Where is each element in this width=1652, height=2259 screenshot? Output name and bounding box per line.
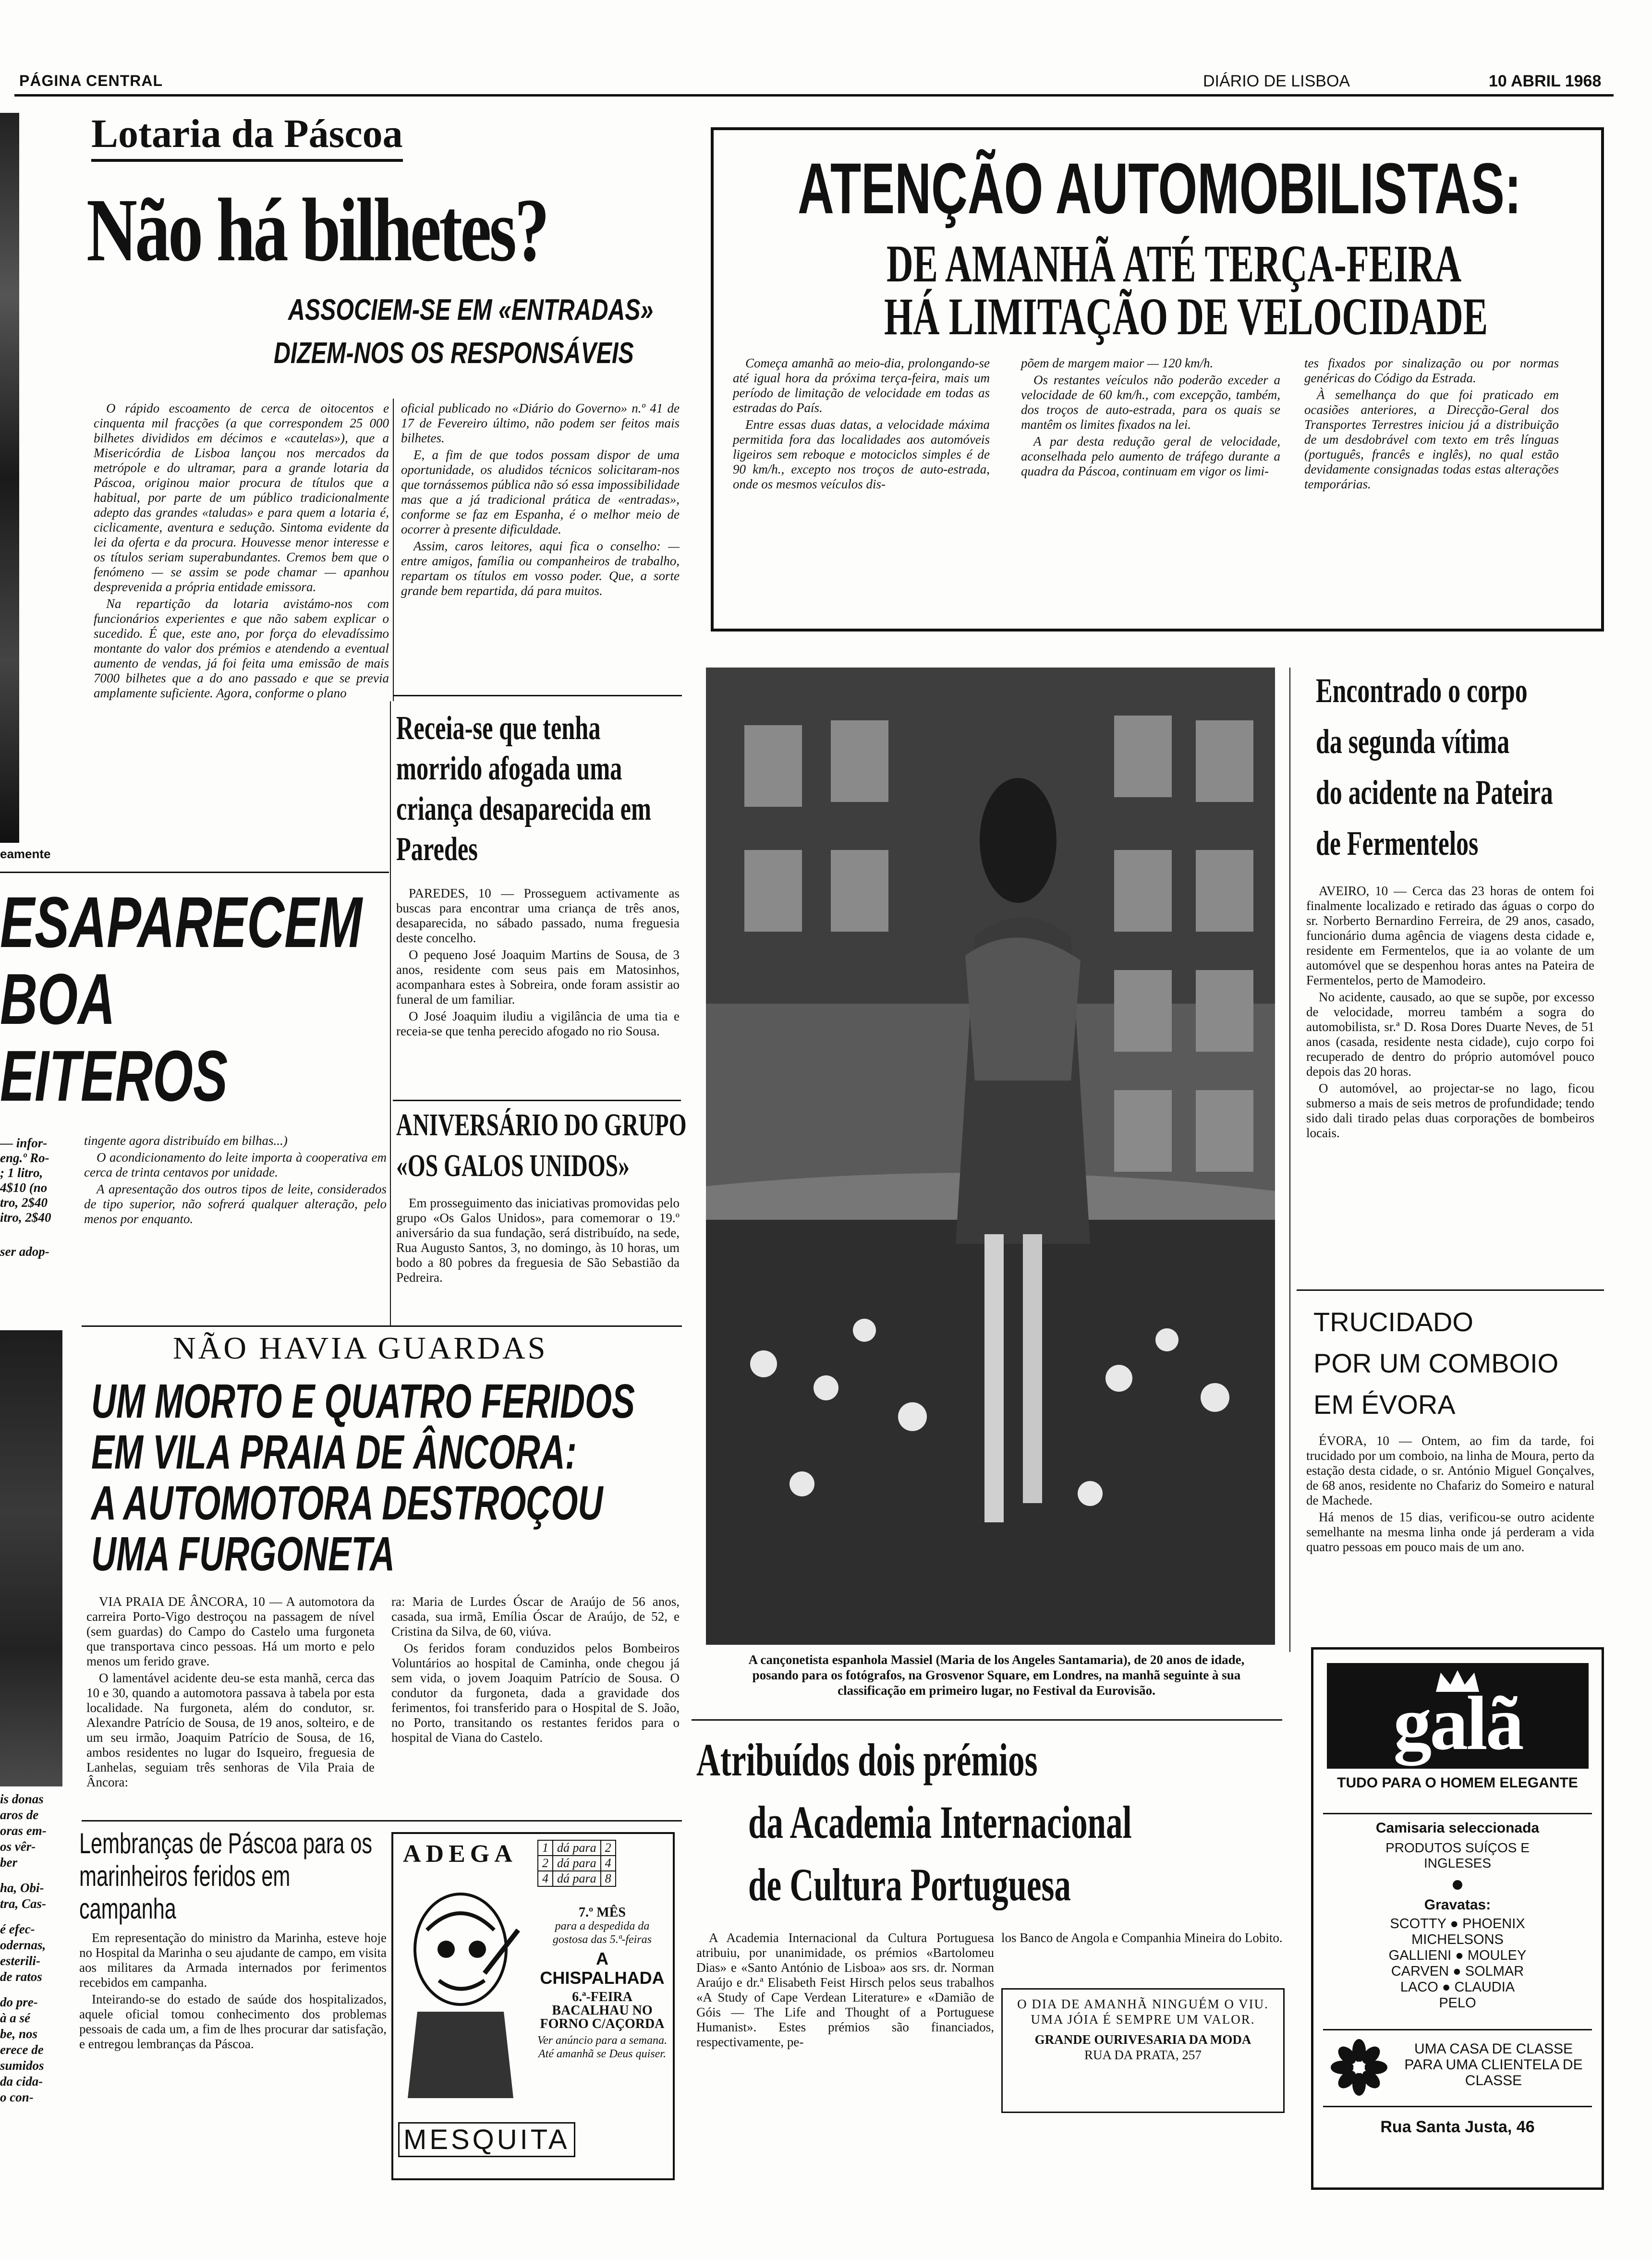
leftcut-line: do pre-: [0, 1995, 38, 2009]
leftcut-line: ser adop-: [0, 1244, 49, 1259]
leftcut-line: is donas: [0, 1792, 44, 1806]
adega-cell: 2: [601, 1840, 616, 1856]
afogada-paragraph: PAREDES, 10 — Prosseguem activamente as buscas para encontrar uma criança de três anos, desaparecida, no sábado passado, numa freguesia deste concelho.: [396, 886, 680, 945]
leftcut-fragments-2: [0, 1791, 79, 2105]
leftcut-line: erece de: [0, 2042, 44, 2057]
afogada-paragraph: O pequeno José Joaquim Martins de Sousa, de 3 anos, residente com seus pais em Matosinhos, acompanhara estes à Sobreira, onde foram assistir ao funeral de um familiar.: [396, 947, 680, 1007]
fermentelos-headline-line: do acidente na Pateira: [1316, 773, 1553, 812]
evora-headline-line: EM ÉVORA: [1313, 1389, 1456, 1420]
leftcut-line: o con-: [0, 2090, 34, 2104]
pascoa-paragraph: Em representação do ministro da Marinha, esteve hoje no Hospital da Marinha o seu ajudante de campo, em visita aos militares da Armada internados por ferimentos recebidos em campanha.: [79, 1931, 387, 1990]
afogada-bottom-rule: [393, 1100, 681, 1101]
fermentelos-story: [1306, 884, 1594, 1142]
academia-headline: [696, 1729, 1250, 1916]
adega-table-row: [538, 1840, 616, 1856]
lotaria-kicker: Lotaria da Páscoa: [91, 110, 403, 162]
left-edge-photo: [0, 113, 19, 843]
ancora-paragraph: VIA PRAIA DE ÂNCORA, 10 — A automotora da carreira Porto-Vigo destroçou na passagem de nível (sem guardas) do Campo do Castelo uma furgoneta que transportava cinco pessoas. Há um morto e pelo menos um ferido grave.: [86, 1594, 375, 1668]
ancora-column-2: [391, 1594, 680, 1747]
ourivesaria-line: GRANDE OURIVESARIA DA MODA: [1034, 2032, 1251, 2047]
pascoa-paragraph: Inteirando-se do estado de saúde dos hospitalizados, aquele oficial tomou conhecimento dos problemas pessoais de cada um, a fim de lhes procurar dar satisfação, e entregou lembranças da Páscoa.: [79, 1992, 387, 2051]
afogada-paragraph: O José Joaquim iludiu a vigilância de uma tia e receia-se que tenha perecido afogado no rio Sousa.: [396, 1009, 680, 1038]
leftcut-line: os vêr-: [0, 1839, 36, 1854]
massiel-photo: [706, 668, 1275, 1645]
adega-title: ADEGA: [403, 1840, 517, 1868]
lotaria-paragraph: Na repartição da lotaria avistámo-nos com funcionários experientes e que não sabem explicar o sucedido. É que, este ano, por força do elevadíssimo montante do valor dos prémios e atendendo a eventual aumento de vendas, já foi feita uma emissão de mais 7000 bilhetes que a do ano passado e que se previa amplamente suficiente. Agora, conforme o plano: [94, 596, 389, 700]
leftcut-headline-2: BOA: [0, 959, 115, 1039]
leftcut-line: tro, 2$40: [0, 1195, 48, 1210]
ancora-headline-line: A AUTOMOTORA DESTROÇOU: [91, 1476, 603, 1530]
leftcut-line: esterili-: [0, 1954, 40, 1968]
galos-paragraph: Em prosseguimento das iniciativas promovidas pelo grupo «Os Galos Unidos», para comemorar o 19.º aniversário da sua fundação, será distribuído, na sede, Rua Augusto Santos, 3, no domingo, às 10 horas, um bodo a 80 pobres da freguesia de São Sebastião da Pedreira.: [396, 1196, 680, 1285]
leftcut-line: é efec-: [0, 1922, 35, 1936]
adega-line: A CHISPALHADA: [540, 1949, 665, 1988]
adega-caricature-icon: [398, 1877, 523, 2103]
fermentelos-paragraph: O automóvel, ao projectar-se no lago, ficou submerso a mais de seis metros de profundidade; tendo sido dali tirado pelas duas corporações de bombeiros locais.: [1306, 1081, 1594, 1140]
leftcut-line: — infor-: [0, 1136, 48, 1150]
column-rule: [393, 399, 394, 701]
adega-ad: [391, 1832, 675, 2180]
leftcut-fragments: [0, 1136, 86, 1259]
leftcut-line: de ratos: [0, 1969, 42, 1984]
gala-logo-block: [1327, 1663, 1589, 1769]
lotaria-paragraph: O rápido escoamento de cerca de oitocentos e cinquenta mil fracções (a que correspondem 25 000 bilhetes divididos em décimos e «cautelas»), que a Misericórdia de Lisboa lançou nos mercados da metrópole e do ultramar, para a grande lotaria da Páscoa, originou maior procura de títulos que a habitual, por parte de um público tradicionalmente adepto das grandes «taludas» e para quem a lotaria é, ciclicamente, aventura e sedução. Sintoma evidente da lei da oferta e da procura. Houvesse menor interesse e os títulos seriam superabundantes. Cremos bem que o fenómeno — se assim se pode chamar — apanhou desprevenida a própria entidade emissora.: [94, 401, 389, 594]
evora-headline-line: POR UM COMBOIO: [1313, 1348, 1559, 1378]
galos-story: [396, 1196, 680, 1287]
academia-headline-line: de Cultura Portuguesa: [748, 1859, 1071, 1910]
leite-paragraph: A apresentação dos outros tipos de leite, considerados de tipo superior, não sofrerá qualquer alteração, pelo menos por enquanto.: [84, 1182, 387, 1226]
adega-line: 7.º MÊS: [579, 1905, 626, 1920]
atencao-subhead-1: DE AMANHÃ ATÉ TERÇA-FEIRA: [887, 234, 1462, 293]
atencao-subhead-2: HÁ LIMITAÇÃO DE VELOCIDADE: [884, 287, 1488, 346]
adega-table-row: [538, 1856, 616, 1871]
ancora-headline-line: UM MORTO E QUATRO FERIDOS: [91, 1374, 635, 1428]
galos-headline-1: ANIVERSÁRIO DO GRUPO: [396, 1107, 687, 1142]
leftcut-headline-1: ESAPARECEM: [0, 882, 363, 962]
gala-rule: [1323, 2106, 1592, 2107]
atencao-column-1: [733, 356, 990, 494]
atencao-paragraph: tes fixados por sinalização ou por normas genéricas do Código da Estrada.: [1304, 356, 1559, 385]
adega-table: [537, 1840, 616, 1887]
gala-rule: [1323, 2029, 1592, 2030]
leftcut-line: à a sé: [0, 2011, 30, 2025]
adega-cell: dá para: [553, 1871, 601, 1886]
academia-headline-line: Atribuídos dois prémios: [696, 1734, 1038, 1785]
galos-headline-2: «OS GALOS UNIDOS»: [396, 1148, 630, 1183]
leftcut-line: ha, Obi-: [0, 1881, 44, 1895]
ourivesaria-ad: [1001, 1988, 1285, 2113]
atencao-column-3: [1304, 356, 1559, 494]
gala-brand-line: SCOTTY ● PHOENIX: [1390, 1916, 1525, 1931]
ancora-headline-line: EM VILA PRAIA DE ÂNCORA:: [91, 1425, 577, 1479]
pascoa-headline: Lembranças de Páscoa para os marinheiros feridos em campanha: [79, 1827, 372, 1925]
gala-brand-line: CARVEN ● SOLMAR: [1391, 1964, 1524, 1979]
gala-address: Rua Santa Justa, 46: [1380, 2118, 1535, 2136]
lotaria-paragraph: E, a fim de que todos possam dispor de uma oportunidade, os aludidos técnicos solicitaram-nos que tornássemos pública não só essa impossibilidade mas que a já tradicional prática de «entradas», conforme se faz em Espanha, é o melhor meio de ocorrer à presente dificuldade.: [401, 448, 680, 536]
leftcut-line: sumidos: [0, 2058, 44, 2073]
leftcut-line: eng.º Ro-: [0, 1151, 49, 1165]
evora-story: [1306, 1433, 1594, 1556]
gala-gravatas: Gravatas:: [1424, 1897, 1491, 1913]
leftcut-photo: [0, 1330, 62, 1786]
gala-shirts: Camisaria seleccionada: [1375, 1820, 1540, 1836]
gala-brand-list: [1323, 1916, 1592, 2011]
fermentelos-bottom-rule: [1297, 1289, 1604, 1291]
adega-cell: dá para: [553, 1840, 601, 1856]
atencao-paragraph: põem de margem maior — 120 km/h.: [1021, 356, 1214, 370]
ancora-paragraph: O lamentável acidente deu-se esta manhã, cerca das 10 e 30, quando a automotora passava à tabela por esta localidade. Na furgoneta, além do condutor, sr. Alexandre Patrício de Sousa, de 19 anos, solteiro, e de um seu irmão, Joaquim Patrício de Sousa, de 16, ambos residentes no lugar do Isqueiro, freguesia de Lanhelas, seguiam três senhoras de Vila Praia de Âncora:: [86, 1671, 375, 1789]
fermentelos-headline-line: da segunda vítima: [1316, 722, 1510, 761]
adega-cell: 4: [538, 1871, 553, 1886]
leftcut-line: tra, Cas-: [0, 1896, 47, 1911]
lotaria-column-1: [94, 401, 389, 703]
adega-line: Ver anúncio para a semana.: [537, 2034, 667, 2047]
ancora-headline-line: UMA FURGONETA: [91, 1527, 395, 1581]
fermentelos-paragraph: AVEIRO, 10 — Cerca das 23 horas de ontem foi finalmente localizado e retirado das águas o corpo do sr. Norberto Bernardino Ferreira, de 29 anos, casado, funcionário duma agência de viagens desta cidade e, residente em Fermentelos, que ia ao volante de um automóvel que se despenhou horas antes na Pateira de Fermentelos, perto de Mamodeiro.: [1306, 884, 1594, 987]
ourivesaria-line: O DIA DE AMANHÃ NINGUÉM O VIU.: [1017, 1997, 1269, 2011]
fermentelos-headline-line: Encontrado o corpo: [1316, 671, 1528, 710]
evora-paragraph: Há menos de 15 dias, verificou-se outro acidente semelhante na mesma linha onde já perderam a vida quatro pessoas em pouco mais de um ano.: [1306, 1510, 1594, 1554]
evora-paragraph: ÉVORA, 10 — Ontem, ao fim da tarde, foi trucidado por um comboio, na linha de Moura, perto da estação desta cidade, o sr. António Miguel Gonçalves, de 68 anos, residente no Chafariz do Someiro e natural de Machede.: [1306, 1433, 1594, 1507]
atencao-paragraph: Entre essas duas datas, a velocidade máxima permitida fora das localidades aos automóveis ligeiros sem reboque e motociclos simples é de 90 km/h., excepto nos troços de auto-estrada, onde os mesmos veículos dis-: [733, 417, 990, 491]
gala-brand-line: MICHELSONS: [1411, 1932, 1504, 1947]
leftcut-rule: [0, 872, 389, 873]
massiel-caption: A cançonetista espanhola Massiel (Maria de los Angeles Santamaria), de 20 anos de idade, posando para os fotógrafos, na Grosvenor Square, em Londres, na manhã seguinte à sua classificação em primeiro lugar, no Festival da Eurovisão.: [748, 1652, 1245, 1698]
gala-brand-line: LACO ● CLAUDIA: [1400, 1980, 1515, 1995]
lotaria-bottom-rule: [394, 695, 682, 696]
leftcut-line: be, nos: [0, 2027, 38, 2041]
afogada-story: [396, 886, 680, 1041]
gala-brand: galã: [1393, 1680, 1522, 1766]
ancora-bottom-rule: [82, 1820, 682, 1822]
leftcut-tag: eamente: [0, 847, 51, 861]
fermentelos-headline: [1316, 665, 1592, 869]
adega-brand: MESQUITA: [398, 2122, 575, 2157]
gala-brand-line: GALLIENI ● MOULEY: [1388, 1948, 1527, 1963]
photo-bottom-rule: [692, 1719, 1282, 1721]
atencao-column-2: [1021, 356, 1280, 481]
leftcut-line: ; 1 litro,: [0, 1166, 43, 1180]
lotaria-headline: Não há bilhetes?: [86, 180, 547, 280]
ancora-column-1: [86, 1594, 375, 1792]
atencao-paragraph: A par desta redução geral de velocidade, aconselhada pelo aumento de tráfego durante a quadra da Páscoa, continuam em vigor os limi-: [1021, 434, 1280, 478]
atencao-box: [711, 127, 1604, 632]
gala-dot: [1453, 1880, 1462, 1890]
column-rule: [390, 701, 391, 1325]
adega-line: Até amanhã se Deus quiser.: [538, 2048, 666, 2060]
ourivesaria-line: UMA JÓIA É SEMPRE UM VALOR.: [1031, 2012, 1255, 2027]
adega-line: 6.ª-FEIRA: [572, 1990, 632, 2004]
academia-paragraph: A Academia Internacional da Cultura Portuguesa atribuiu, por unanimidade, os prémios «Bartolomeu Dias» e «Santo António de Lisboa» aos srs. dr. Norman Araújo e dr.ª Elisabeth Feist Hirsch pelos seus trabalhos «A Study of Cape Verdean Literature» e «Damião de Góis — The Life and Thought of a Portuguese Humanist». Estes prémios são financiados, respectivamente, pe-: [696, 1931, 994, 2049]
adega-cell: dá para: [553, 1856, 601, 1871]
leftcut-line: itro, 2$40: [0, 1210, 51, 1225]
leftcut-line: aros de: [0, 1808, 39, 1822]
leite-paragraph: O acondicionamento do leite importa à cooperativa em cerca de trinta centavos por unidade.: [84, 1150, 387, 1179]
leftcut-line: oras em-: [0, 1823, 47, 1838]
evora-headline: [1313, 1301, 1558, 1425]
gala-ad: [1311, 1647, 1604, 2190]
academia-column-1: [696, 1931, 994, 2052]
gala-products: PRODUTOS SUÍÇOS E INGLESES: [1385, 1840, 1530, 1870]
column-rule: [1289, 668, 1290, 1652]
lotaria-paragraph: oficial publicado no «Diário do Governo» n.º 41 de 17 de Fevereiro último, não podem ser feitos mais bilhetes.: [401, 401, 680, 445]
atencao-paragraph: Começa amanhã ao meio-dia, prolongando-se até igual hora da próxima terça-feira, mais um período de limitação de velocidade em todas as estradas do País.: [733, 356, 990, 415]
flower-icon: [1330, 2039, 1388, 2096]
ancora-kicker: NÃO HAVIA GUARDAS: [173, 1331, 548, 1366]
lotaria-paragraph: Assim, caros leitores, aqui fica o conselho: — entre amigos, família ou companheiros de trabalho, repartam os títulos em vosso poder. Que, a sorte grande bem repartida, dá para muitos.: [401, 539, 680, 598]
fermentelos-headline-line: de Fermentelos: [1316, 824, 1479, 862]
header-rule: [14, 94, 1614, 97]
header-date: 10 ABRIL 1968: [1489, 72, 1602, 90]
leftcut-line: 4$10 (no: [0, 1180, 48, 1195]
adega-cell: 2: [538, 1856, 553, 1871]
lotaria-subhead-2: DIZEM-NOS OS RESPONSÁVEIS: [274, 337, 634, 370]
ourivesaria-line: RUA DA PRATA, 257: [1084, 2048, 1202, 2062]
adega-copy: [537, 1906, 667, 2061]
evora-headline-line: TRUCIDADO: [1313, 1307, 1473, 1337]
academia-paragraph: los Banco de Angola e Companhia Mineira do Lobito.: [1001, 1931, 1283, 1945]
academia-column-2: [1001, 1931, 1285, 1947]
lotaria-subhead-1: ASSOCIEM-SE EM «ENTRADAS»: [288, 293, 654, 327]
leftcut-line: odernas,: [0, 1938, 46, 1952]
adega-table-row: [538, 1871, 616, 1886]
ancora-top-rule: [82, 1325, 682, 1327]
gala-brand-line: PELO: [1439, 1995, 1476, 2011]
atencao-headline: ATENÇÃO AUTOMOBILISTAS:: [798, 148, 1521, 229]
pascoa-story: [79, 1931, 387, 2053]
afogada-headline: Receia-se que tenha morrido afogada uma criança desaparecida em Paredes: [396, 710, 651, 868]
adega-cell: 8: [601, 1871, 616, 1886]
ancora-paragraph: Os feridos foram conduzidos pelos Bombeiros Voluntários ao hospital de Caminha, onde chegou já sem vida, o jovem Joaquim Patrício de Sousa. O condutor da furgoneta, dada a gravidade dos ferimentos, foi transferido para o Hospital de S. João, no Porto, transitando os restantes feridos para o hospital de Viana do Castelo.: [391, 1641, 680, 1745]
massiel-photo-image: [706, 668, 1275, 1645]
atencao-paragraph: Os restantes veículos não poderão exceder a velocidade de 60 km/h., com excepção, também, dos troços de auto-estrada, para os quais se mantêm os limites fixados na lei.: [1021, 373, 1280, 432]
adega-line: BACALHAU NO FORNO C/AÇORDA: [540, 2003, 665, 2031]
leite-paragraph: tingente agora distribuído em bilhas...): [84, 1133, 288, 1148]
gala-rule: [1323, 1813, 1592, 1814]
adega-cell: 1: [538, 1840, 553, 1856]
ancora-paragraph: ra: Maria de Lurdes Óscar de Araújo de 56 anos, casada, sua irmã, Emília Óscar de Araújo, de 52, e Cristina da Silva, de 60, viúva.: [391, 1594, 680, 1639]
adega-line: para a despedida da gostosa das 5.ª-feiras: [553, 1920, 652, 1946]
leftcut-headline-3: EITEROS: [0, 1035, 228, 1116]
leftcut-line: da cida-: [0, 2074, 43, 2089]
adega-cell: 4: [601, 1856, 616, 1871]
header-paper-name: DIÁRIO DE LISBOA: [1203, 72, 1350, 90]
ourivesaria-copy: [1003, 1990, 1283, 2069]
header-section: PÁGINA CENTRAL: [19, 72, 163, 89]
atencao-paragraph: À semelhança do que foi praticado em ocasiões anteriores, a Direcção-Geral dos Transportes Terrestres iniciou já a distribuição de um desdobrável com texto em três línguas (português, francês e inglês), no qual estão devidamente consignadas todas estas alterações temporárias.: [1304, 388, 1559, 491]
gala-slogan: UMA CASA DE CLASSE PARA UMA CLIENTELA DE CLASSE: [1404, 2041, 1583, 2089]
gala-tagline: TUDO PARA O HOMEM ELEGANTE: [1337, 1775, 1578, 1791]
ancora-headline: [91, 1374, 635, 1581]
leite-story: [84, 1133, 387, 1228]
academia-headline-line: da Academia Internacional: [748, 1797, 1132, 1848]
fermentelos-paragraph: No acidente, causado, ao que se supõe, por excesso de velocidade, morreu também a sogra do automobilista, sr.ª D. Rosa Dores Duarte Neves, de 51 anos (casada, residente nesta cidade), cujo corpo foi recuperado de dentro do próprio automóvel pouco depois das 20 horas.: [1306, 990, 1594, 1079]
lotaria-column-2: [401, 401, 680, 600]
leftcut-line: ber: [0, 1855, 17, 1870]
